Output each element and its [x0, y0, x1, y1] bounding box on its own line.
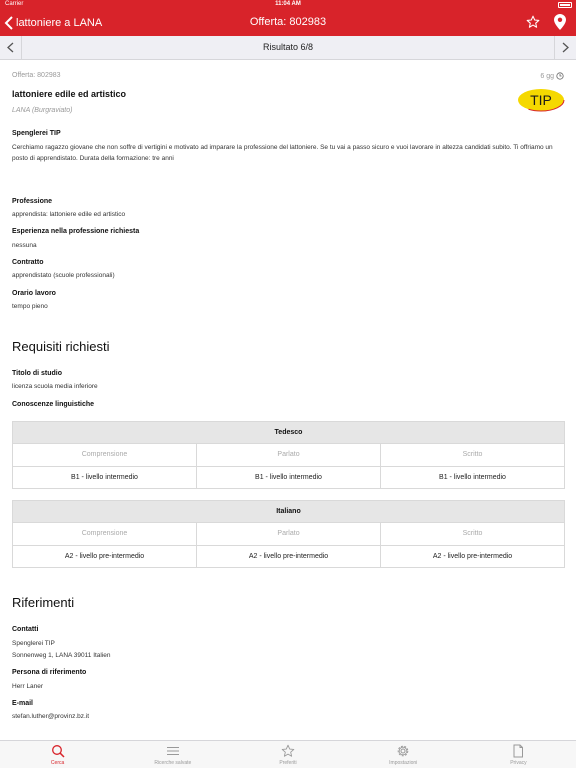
clock-icon	[556, 72, 564, 80]
company-name: Spenglerei TIP	[12, 130, 61, 137]
gear-icon	[396, 744, 410, 758]
tab-saved-searches[interactable]	[115, 741, 230, 768]
education-value: licenza scuola media inferiore	[12, 383, 98, 390]
language-table-header-row	[13, 523, 564, 545]
offer-location: LANA (Burgraviato)	[12, 107, 73, 114]
level-comprehension: A2 - livello pre-intermedio	[64, 553, 145, 560]
tab-label: Ricerche salvate	[154, 760, 192, 766]
column-speaking: Parlato	[196, 523, 380, 545]
language-name: Italiano	[13, 501, 564, 523]
detail-label-profession: Professione	[12, 198, 53, 205]
column-writing: Scritto	[380, 523, 564, 545]
person-label: Persona di riferimento	[12, 669, 87, 676]
tab-label: Cerca	[50, 760, 65, 766]
language-table-header-row	[13, 444, 564, 466]
next-result-button[interactable]	[554, 36, 576, 59]
company-logo	[517, 88, 565, 112]
chevron-right-icon	[562, 42, 569, 53]
column-comprehension: Comprensione	[81, 530, 128, 537]
person-value: Herr Laner	[12, 683, 44, 690]
carrier-label: Carrier	[5, 1, 24, 7]
page-title: Offerta: 802983	[249, 16, 327, 28]
detail-label-experience: Esperienza nella professione richiesta	[12, 228, 140, 235]
navigation-bar	[0, 10, 576, 36]
language-name: Tedesco	[13, 422, 564, 444]
tab-bar	[0, 740, 576, 768]
document-icon	[511, 744, 525, 758]
battery-icon	[558, 2, 572, 8]
offer-age-label: 6 gg	[540, 72, 554, 80]
requirements-heading: Requisiti richiesti	[12, 339, 110, 354]
contacts-name: Spenglerei TIP	[12, 640, 55, 647]
tab-label: Impostazioni	[389, 760, 418, 766]
detail-value-experience: nessuna	[12, 242, 37, 249]
status-time: 11:04 AM	[275, 1, 301, 7]
back-button[interactable]	[4, 15, 102, 31]
column-speaking: Parlato	[196, 444, 380, 466]
tab-privacy[interactable]	[461, 741, 576, 768]
map-pin-icon[interactable]	[554, 14, 566, 30]
level-speaking: B1 - livello intermedio	[196, 467, 380, 488]
offer-id: Offerta: 802983	[12, 72, 61, 79]
tab-label: Preferiti	[279, 760, 297, 766]
company-logo-text: TIP	[530, 92, 552, 108]
chevron-left-icon	[4, 16, 14, 30]
level-speaking: A2 - livello pre-intermedio	[196, 546, 380, 567]
search-icon	[51, 744, 65, 758]
tab-search[interactable]	[0, 741, 115, 768]
status-bar	[0, 0, 576, 10]
tab-favorites[interactable]	[230, 741, 345, 768]
offer-detail	[0, 60, 576, 740]
detail-label-contract: Contratto	[12, 259, 44, 266]
back-button-label: lattoniere a LANA	[16, 17, 103, 29]
level-writing: A2 - livello pre-intermedio	[380, 546, 564, 567]
language-table-italian	[12, 500, 565, 568]
tab-label: Privacy	[510, 760, 527, 766]
column-comprehension: Comprensione	[81, 451, 128, 458]
contacts-address: Sonnenweg 1, LANA 39011 Italien	[12, 652, 111, 659]
contacts-label: Contatti	[12, 626, 39, 633]
education-label: Titolo di studio	[12, 370, 63, 377]
detail-label-hours: Orario lavoro	[12, 290, 56, 297]
column-writing: Scritto	[380, 444, 564, 466]
list-icon	[166, 744, 180, 758]
language-table-values-row	[13, 545, 564, 567]
result-counter: Risultato 6/8	[262, 42, 314, 52]
detail-value-contract: apprendistato (scuole professionali)	[12, 272, 115, 279]
detail-value-hours: tempo pieno	[12, 303, 48, 310]
email-label: E-mail	[12, 700, 34, 707]
detail-value-profession: apprendista: lattoniere edile ed artistico	[12, 211, 126, 218]
level-writing: B1 - livello intermedio	[380, 467, 564, 488]
offer-age	[540, 72, 564, 80]
offer-description: Cerchiamo ragazzo giovane che non soffre di vertigini e motivato ad imparare la professione del lattoniere. Se tu vai a passo sicuro e vuoi lavorare in altezza candidati subito. Ti offriamo un posto di apprendistato. Durata della formazione: tre anni	[12, 144, 553, 162]
favorite-star-icon[interactable]	[526, 15, 540, 29]
offer-title: lattoniere edile ed artistico	[12, 89, 127, 99]
languages-label: Conoscenze linguistiche	[12, 401, 95, 408]
references-heading: Riferimenti	[12, 595, 75, 610]
tab-settings[interactable]	[346, 741, 461, 768]
star-icon	[281, 744, 295, 758]
language-table-values-row	[13, 466, 564, 488]
language-table-german	[12, 421, 565, 489]
result-pager	[0, 36, 576, 60]
level-comprehension: B1 - livello intermedio	[71, 474, 138, 481]
email-link[interactable]: stefan.luther@provinz.bz.it	[12, 713, 90, 720]
